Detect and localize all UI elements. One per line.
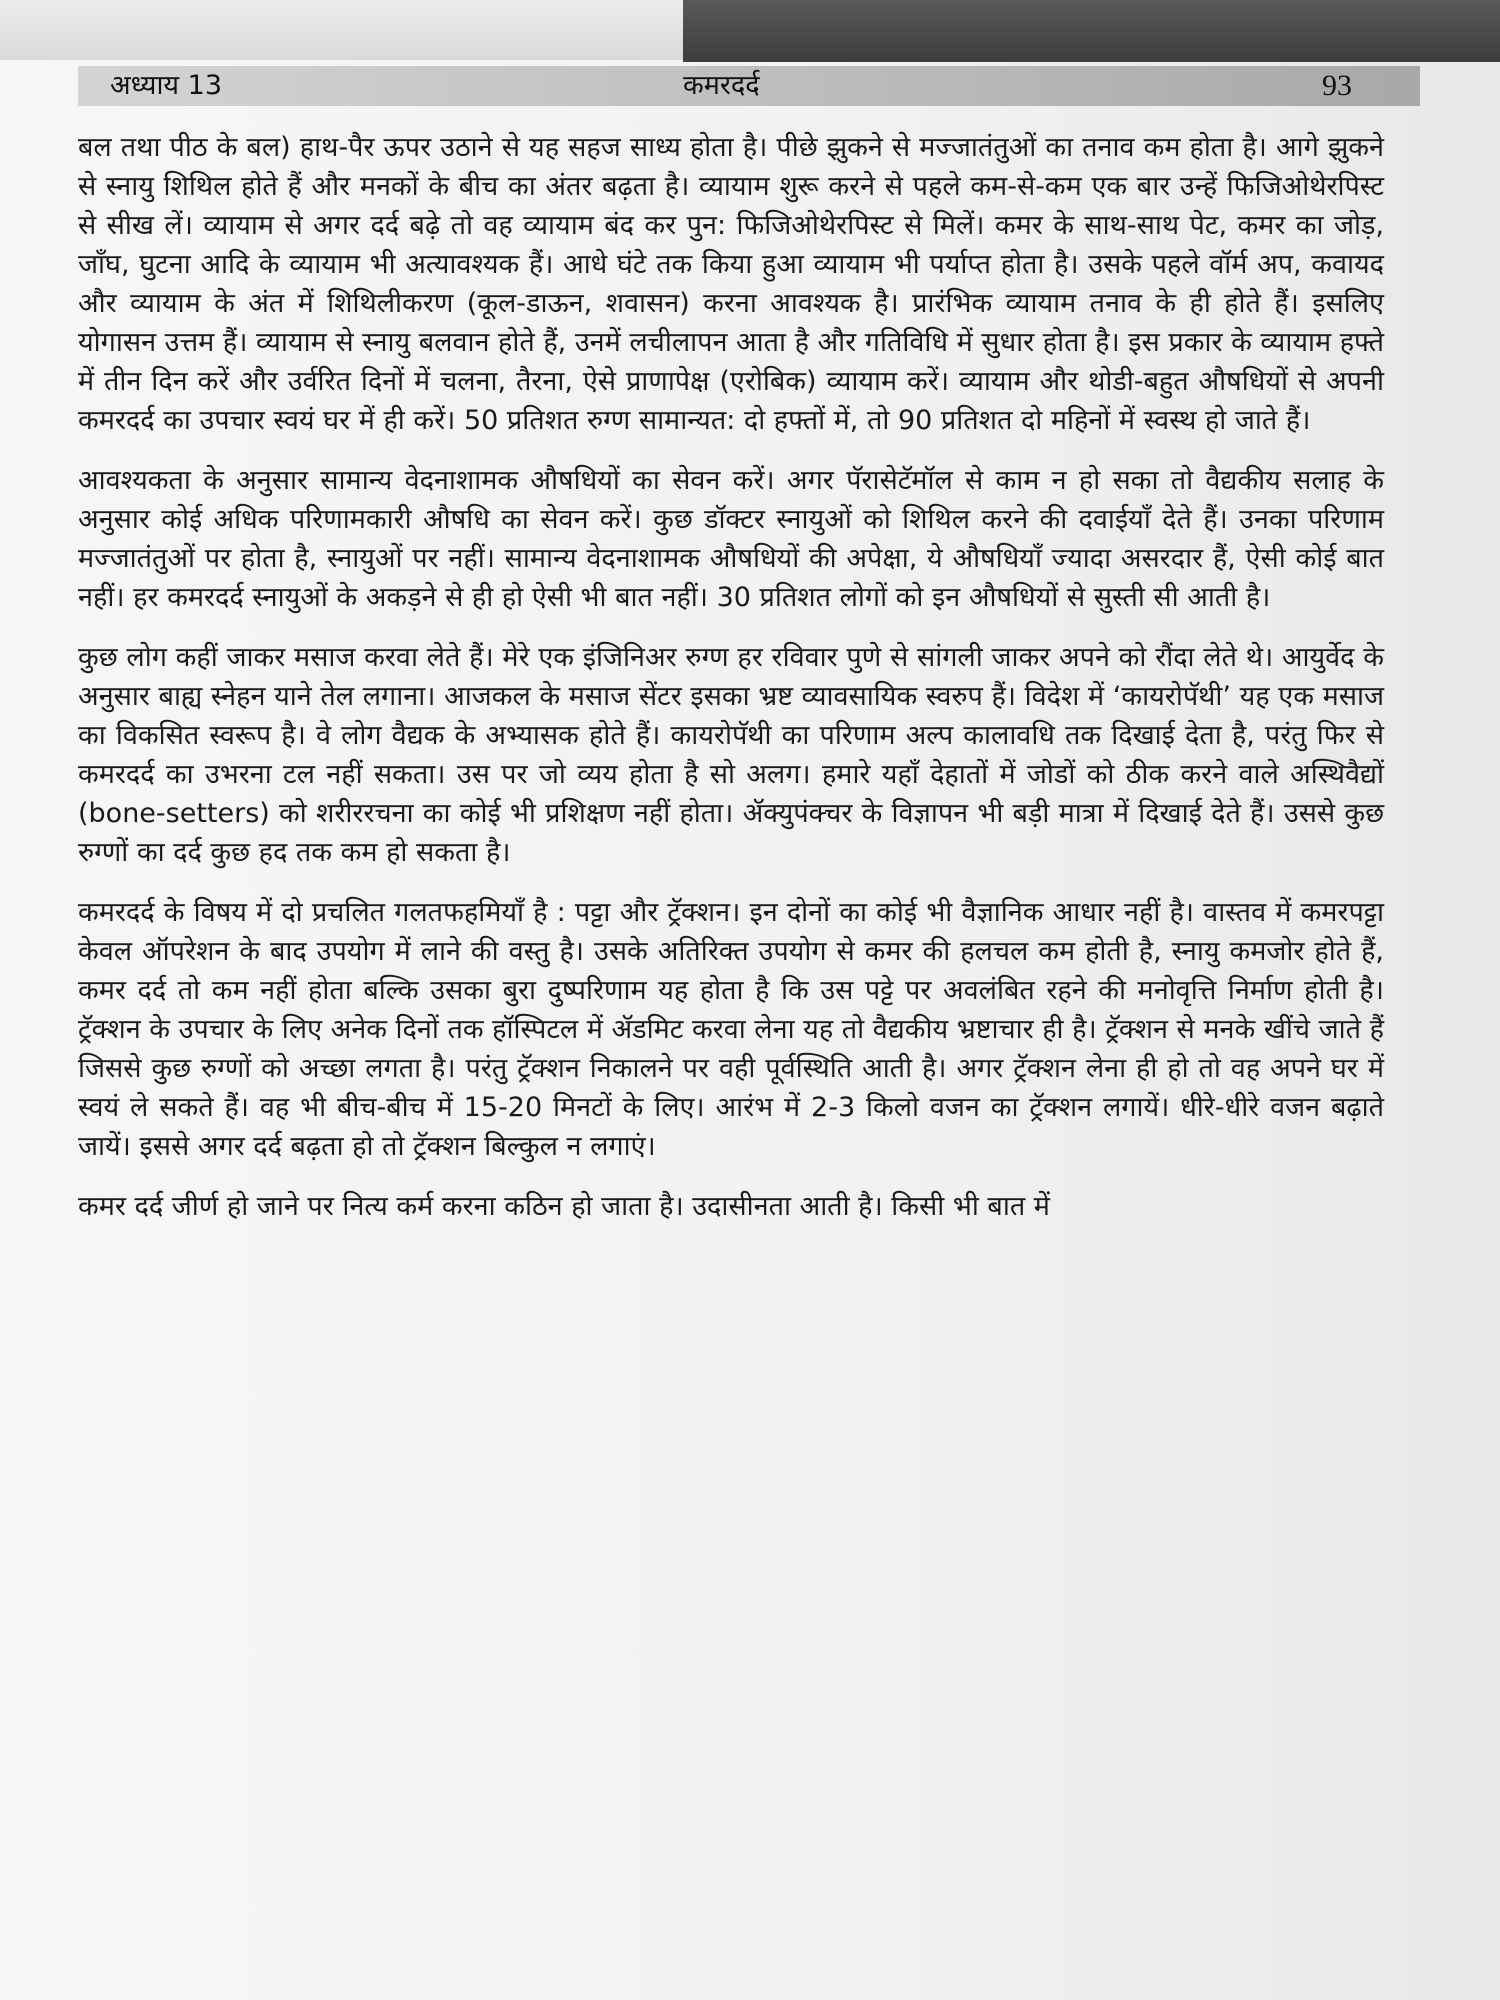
paragraph-massage: कुछ लोग कहीं जाकर मसाज करवा लेते हैं। मेरे एक इंजिनिअर रुग्ण हर रविवार पुणे से सांगली जाकर अपने को रौंदा लेते थे। आयुर्वेद के अनुसार बाह्य स्नेहन याने तेल लगाना। आजकल के मसाज सेंटर इसका भ्रष्ट व्यावसायिक स्वरुप हैं। विदेश में ‘कायरोपॅथी’ यह एक मसाज का विकसित स्वरूप है। वे लोग वैद्यक के अभ्यासक होते हैं। कायरोपॅथी का परिणाम अल्प कालावधि तक दिखाई देता है, परंतु फिर से कमरदर्द का उभरना टल नहीं सकता। उस पर जो व्यय होता है सो अलग। हमारे यहाँ देहातों में जोडों को ठीक करने वाले अस्थिवैद्यों (bone-setters) को शरीररचना का कोई भी प्रशिक्षण नहीं होता। ॲक्युपंक्चर के विज्ञापन भी बड़ी मात्रा में दिखाई देते हैं। उससे कुछ रुग्णों का दर्द कुछ हद तक कम हो सकता है।	[78, 642, 1384, 868]
chapter-label: अध्याय 13	[110, 70, 223, 101]
paragraph-medication: आवश्यकता के अनुसार सामान्य वेदनाशामक औषधियों का सेवन करें। अगर पॅरासेटॅमॉल से काम न हो सका तो वैद्यकीय सलाह के अनुसार कोई अधिक परिणामकारी औषधि का सेवन करें। कुछ डॉक्टर स्नायुओं को शिथिल करने की दवाईयाँ देते हैं। उनका परिणाम मज्जातंतुओं पर होता है, स्नायुओं पर नहीं। सामान्य वेदनाशामक औषधियों की अपेक्षा, ये औषधियाँ ज्यादा असरदार हैं, ऐसी कोई बात नहीं। हर कमरदर्द स्नायुओं के अकड़ने से ही हो ऐसी भी बात नहीं। 30 प्रतिशत लोगों को इन औषधियों से सुस्ती सी आती है।	[78, 465, 1384, 613]
paragraph-belt-traction: कमरदर्द के विषय में दो प्रचलित गलतफहमियाँ है : पट्टा और ट्रॅक्शन। इन दोनों का कोई भी वैज्ञानिक आधार नहीं है। वास्तव में कमरपट्टा केवल ऑपरेशन के बाद उपयोग में लाने की वस्तु है। उसके अतिरिक्त उपयोग से कमर की हलचल कम होती है, स्नायु कमजोर होते हैं, कमर दर्द तो कम नहीं होता बल्कि उसका बुरा दुष्परिणाम यह होता है कि उस पट्टे पर अवलंबित रहने की मनोवृत्ति निर्माण होती है। ट्रॅक्शन के उपचार के लिए अनेक दिनों तक हॉस्पिटल में ॲडमिट करवा लेना यह तो वैद्यकीय भ्रष्टाचार ही है। ट्रॅक्शन से मनके खींचे जाते हैं जिससे कुछ रुग्णों को अच्छा लगता है। परंतु ट्रॅक्शन निकालने पर वही पूर्वस्थिति आती है। अगर ट्रॅक्शन लेना ही हो तो वह अपने घर में स्वयं ले सकते हैं। वह भी बीच-बीच में 15-20 मिनटों के लिए। आरंभ में 2-3 किलो वजन का ट्रॅक्शन लगायें। धीरे-धीरे वजन बढ़ाते जायें। इससे अगर दर्द बढ़ता हो तो ट्रॅक्शन बिल्कुल न लगाएं।	[78, 897, 1384, 1162]
body-text	[78, 128, 1384, 1247]
running-title: कमरदर्द	[683, 70, 760, 101]
paragraph-chronic-pain: कमर दर्द जीर्ण हो जाने पर नित्य कर्म करना कठिन हो जाता है। उदासीनता आती है। किसी भी बात में	[78, 1191, 1050, 1222]
header-dark-band	[683, 0, 1500, 62]
page-number: 93	[1322, 69, 1352, 102]
paragraph-exercise: बल तथा पीठ के बल) हाथ-पैर ऊपर उठाने से यह सहज साध्य होता है। पीछे झुकने से मज्जातंतुओं का तनाव कम होता है। आगे झुकने से स्नायु शिथिल होते हैं और मनकों के बीच का अंतर बढ़ता है। व्यायाम शुरू करने से पहले कम-से-कम एक बार उन्हें फिजिओथेरपिस्ट से सीख लें। व्यायाम से अगर दर्द बढ़े तो वह व्यायाम बंद कर पुन: फिजिओथेरपिस्ट से मिलें। कमर के साथ-साथ पेट, कमर का जोड़, जाँघ, घुटना आदि के व्यायाम भी अत्यावश्यक हैं। आधे घंटे तक किया हुआ व्यायाम भी पर्याप्त होता है। उसके पहले वॉर्म अप, कवायद और व्यायाम के अंत में शिथिलीकरण (कूल-डाऊन, शवासन) करना आवश्यक है। प्रारंभिक व्यायाम तनाव के ही होते हैं। इसलिए योगासन उत्तम हैं। व्यायाम से स्नायु बलवान होते हैं, उनमें लचीलापन आता है और गतिविधि में सुधार होता है। इस प्रकार के व्यायाम हफ्ते में तीन दिन करें और उर्वरित दिनों में चलना, तैरना, ऐसे प्राणापेक्ष (एरोबिक) व्यायाम करें। व्यायाम और थोडी-बहुत औषधियों से अपनी कमरदर्द का उपचार स्वयं घर में ही करें। 50 प्रतिशत रुग्ण सामान्यत: दो हफ्तों में, तो 90 प्रतिशत दो महिनों में स्वस्थ हो जाते हैं।	[78, 132, 1384, 436]
